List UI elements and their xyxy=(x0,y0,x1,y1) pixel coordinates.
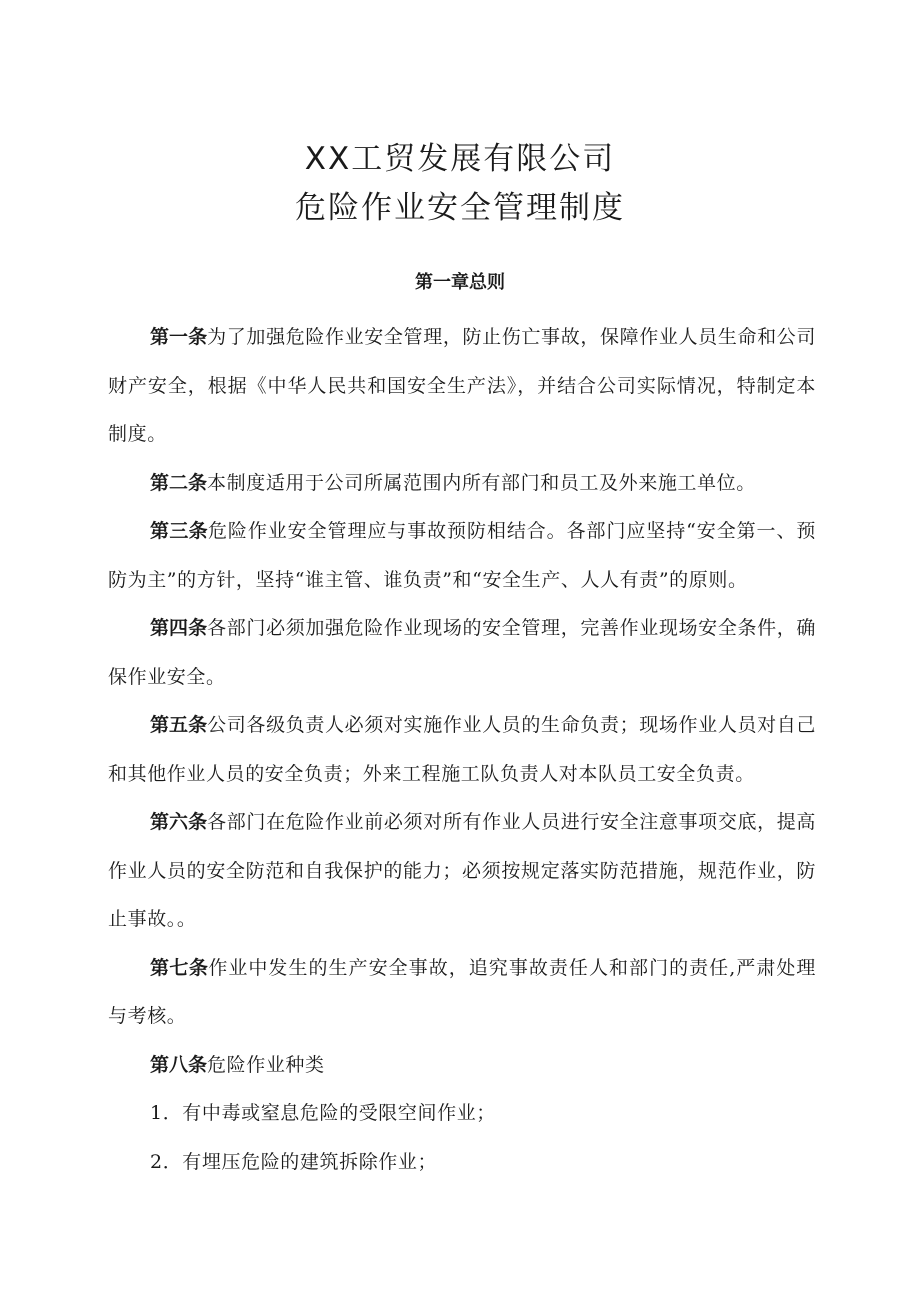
article-text: 公司各级负责人必须对实施作业人员的生命负责；现场作业人员对自己和其他作业人员的安全负责；外来工程施工队负责人对本队员工安全负责。 xyxy=(108,714,816,785)
document-body xyxy=(108,313,816,1186)
regulation-title: 危险作业安全管理制度 xyxy=(295,190,625,226)
article-1 xyxy=(108,313,816,459)
chapter-heading: 第一章总则 xyxy=(415,272,505,293)
article-8 xyxy=(108,1041,816,1090)
article-label: 第四条 xyxy=(150,617,208,639)
article-5 xyxy=(108,701,816,798)
article-text: 为了加强危险作业安全管理，防止伤亡事故，保障作业人员生命和公司财产安全，根据《中华人民共和国安全生产法》，并结合公司实际情况，特制定本制度。 xyxy=(108,326,816,445)
article-label: 第二条 xyxy=(150,471,208,494)
article-7 xyxy=(108,944,816,1041)
article-text: 各部门必须加强危险作业现场的安全管理，完善作业现场安全条件，确保作业安全。 xyxy=(108,617,816,688)
list-item: 2．有埋压危险的建筑拆除作业； xyxy=(150,1150,438,1173)
article-text: 危险作业安全管理应与事故预防相结合。各部门应坚持“安全第一、预防为主”的方针，坚持“谁主管、谁负责”和“安全生产、人人有责”的原则。 xyxy=(108,520,816,591)
article-label: 第一条 xyxy=(150,326,208,348)
article-3 xyxy=(108,507,816,604)
article-text: 各部门在危险作业前必须对所有作业人员进行安全注意事项交底，提高作业人员的安全防范和自我保护的能力；必须按规定落实防范措施，规范作业，防止事故。。 xyxy=(108,811,816,930)
article-label: 第三条 xyxy=(150,520,208,542)
article-label: 第八条 xyxy=(150,1053,208,1076)
article-text: 作业中发生的生产安全事故，追究事故责任人和部门的责任,严肃处理与考核。 xyxy=(108,956,816,1027)
article-label: 第五条 xyxy=(150,714,208,736)
article-label: 第七条 xyxy=(150,956,209,979)
article-4 xyxy=(108,604,816,701)
article-text: 本制度适用于公司所属范围内所有部门和员工及外来施工单位。 xyxy=(207,471,756,494)
article-6 xyxy=(108,798,816,944)
article-2 xyxy=(108,459,816,508)
article-label: 第六条 xyxy=(150,811,208,833)
company-title: XX工贸发展有限公司 xyxy=(304,141,616,177)
article-text: 危险作业种类 xyxy=(207,1053,325,1076)
list-item: 1．有中毒或窒息危险的受限空间作业； xyxy=(150,1102,496,1124)
